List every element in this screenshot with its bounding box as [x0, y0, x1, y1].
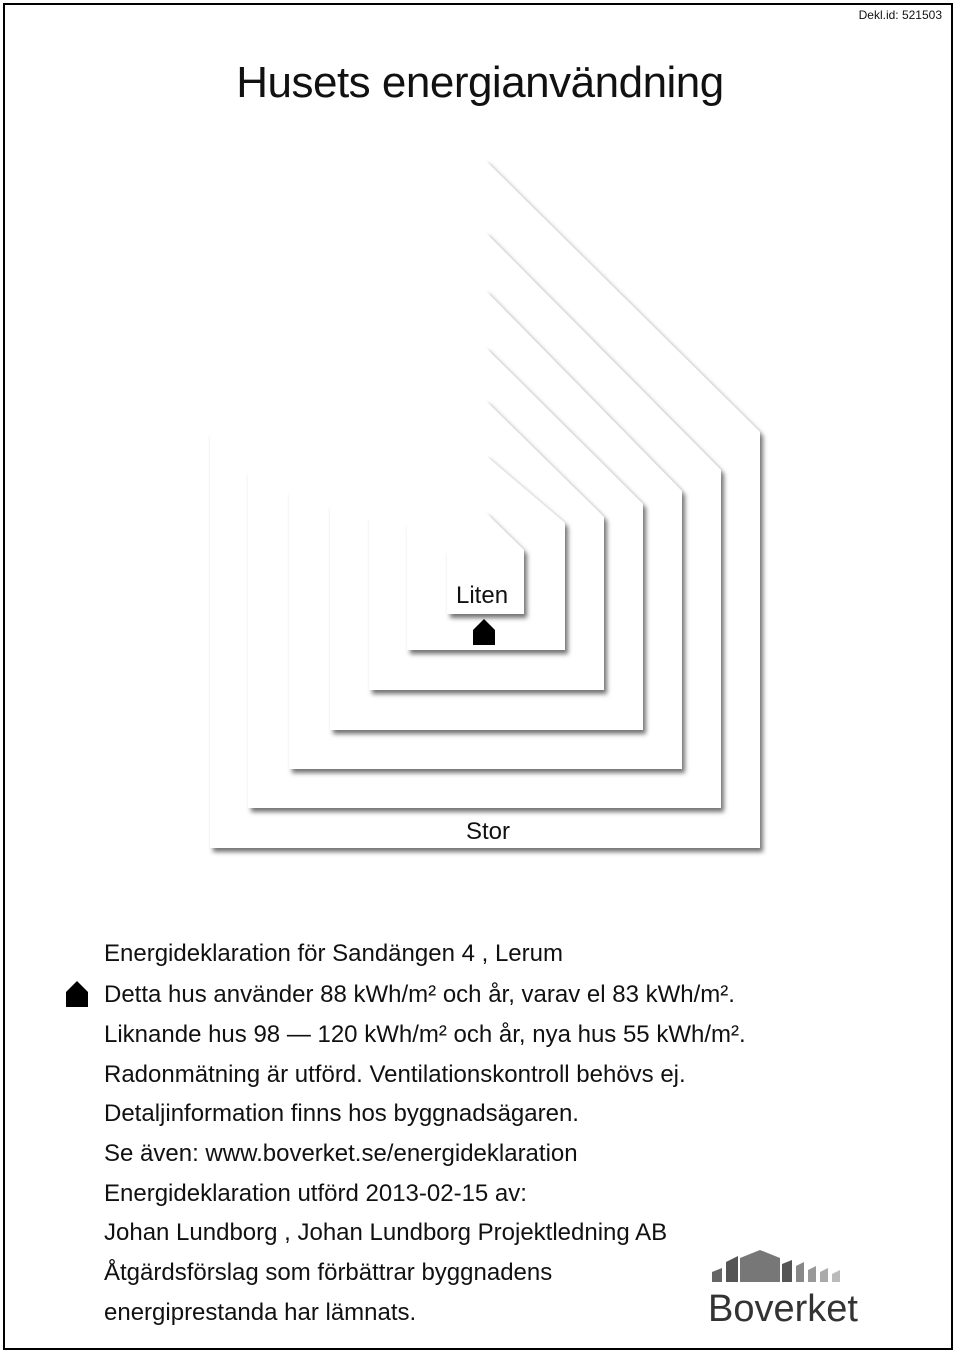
info-line-measures-cont: energiprestanda har lämnats.: [104, 1299, 417, 1326]
boverket-logo-icon: [704, 1248, 844, 1288]
declaration-id: Dekl.id: 521503: [858, 8, 942, 22]
house-marker-icon: [66, 981, 88, 1007]
scale-label-small: Liten: [456, 582, 509, 609]
scale-label-large: Stor: [466, 818, 511, 845]
house-marker-icon: [473, 619, 495, 645]
info-line-property: Energideklaration för Sandängen 4 , Lerum: [104, 940, 563, 967]
info-line-details: Detaljinformation finns hos byggnadsägaren.: [104, 1100, 579, 1127]
boverket-logo-text: Boverket: [708, 1288, 858, 1330]
info-line-measures: Åtgärdsförslag som förbättrar byggnadens: [104, 1259, 553, 1286]
info-line-radon: Radonmätning är utförd. Ventilationskontroll behövs ej.: [104, 1061, 686, 1088]
info-line-comparison: Liknande hus 98 — 120 kWh/m² och år, nya hus 55 kWh/m².: [104, 1021, 746, 1048]
info-line-author: Johan Lundborg , Johan Lundborg Projektledning AB: [104, 1219, 668, 1246]
info-line-date: Energideklaration utförd 2013-02-15 av:: [104, 1180, 527, 1207]
info-line-usage: Detta hus använder 88 kWh/m² och år, varav el 83 kWh/m².: [104, 981, 735, 1008]
page-title: Husets energianvändning: [236, 58, 724, 107]
info-line-website: Se även: www.boverket.se/energideklaration: [104, 1140, 578, 1167]
